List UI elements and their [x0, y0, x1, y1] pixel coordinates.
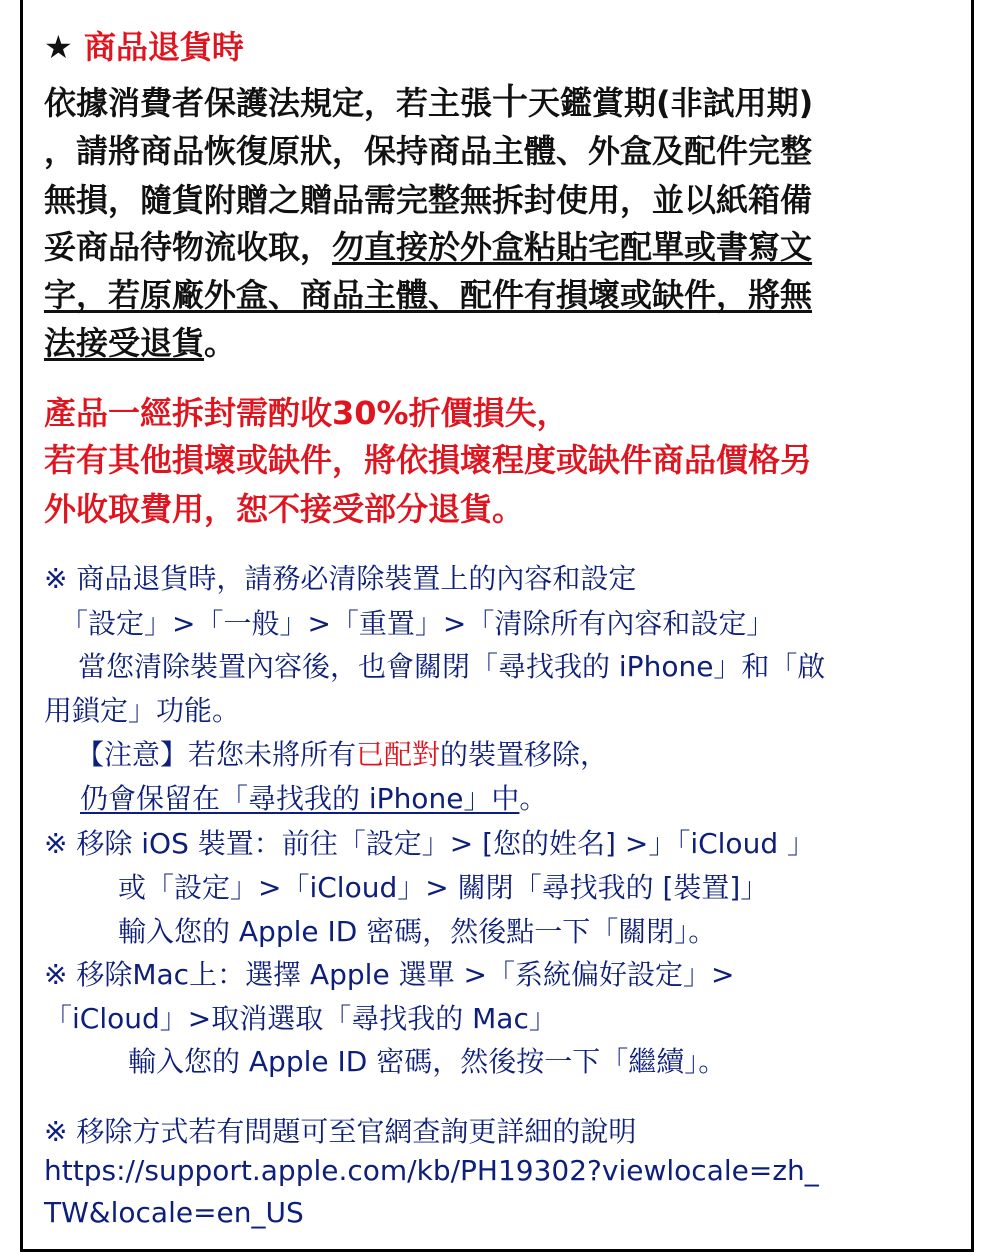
reset-line-2: 「設定」>「一般」>「重置」>「清除所有內容和設定」 [60, 607, 775, 640]
fee-line-2: 若有其他損壞或缺件，將依損壞程度或缺件商品價格另 [44, 441, 813, 479]
policy-line-2: ，請將商品恢復原狀，保持商品主體、外盒及配件完整 [44, 132, 813, 170]
reset-line-6: 仍會保留在「尋找我的 iPhone」中。 [80, 782, 548, 815]
support-url-line-2[interactable]: TW&locale=en_US [44, 1196, 304, 1229]
policy-line-3: 無損，隨貨附贈之贈品需完整無拆封使用，並以紙箱備 [44, 181, 813, 219]
paired-highlight: 已配對 [356, 738, 441, 771]
policy-line-1: 依據消費者保護法規定，若主張十天鑑賞期(非試用期) [44, 82, 814, 123]
reset-line-3: 當您清除裝置內容後，也會關閉「尋找我的 iPhone」和「啟 [78, 650, 826, 683]
policy-line-4: 妥商品待物流收取，勿直接於外盒粘貼宅配單或書寫文 [44, 228, 813, 266]
heading-text: 商品退貨時 [83, 28, 244, 66]
reset-line-1: ※ 商品退貨時，請務必清除裝置上的內容和設定 [44, 562, 637, 595]
ios-line-1: ※ 移除 iOS 裝置：前往「設定」> [您的姓名] >」「iCloud 」 [44, 827, 815, 860]
reset-line-5: 【注意】若您未將所有已配對的裝置移除， [76, 738, 609, 771]
heading [44, 22, 244, 68]
underlined-warning: 勿直接於外盒粘貼宅配單或書寫文 [332, 228, 813, 266]
fee-line-3: 外收取費用，恕不接受部分退貨。 [44, 490, 525, 528]
ios-line-2: 或「設定」>「iCloud」> 關閉「尋找我的 [裝置]」 [118, 871, 769, 904]
support-url-line-1[interactable]: https://support.apple.com/kb/PH19302?viewlocale=zh_ [44, 1154, 819, 1187]
mac-line-1: ※ 移除Mac上：選擇 Apple 選單 >「系統偏好設定」> [44, 958, 735, 991]
fee-line-1: 產品一經拆封需酌收30%折價損失， [44, 394, 569, 432]
mac-line-3: 輸入您的 Apple ID 密碼，然後按一下「繼續」。 [128, 1045, 727, 1078]
reset-line-4: 用鎖定」功能。 [44, 694, 241, 727]
star-icon: ★ [44, 28, 73, 66]
mac-line-2: 「iCloud」>取消選取「尋找我的 Mac」 [44, 1002, 557, 1035]
policy-line-6: 法接受退貨。 [44, 324, 237, 362]
policy-line-5: 字，若原廠外盒、商品主體、配件有損壞或缺件，將無 [44, 276, 813, 314]
ios-line-3: 輸入您的 Apple ID 密碼，然後點一下「關閉」。 [118, 915, 717, 948]
help-line: ※ 移除方式若有問題可至官網查詢更詳細的說明 [44, 1115, 637, 1148]
